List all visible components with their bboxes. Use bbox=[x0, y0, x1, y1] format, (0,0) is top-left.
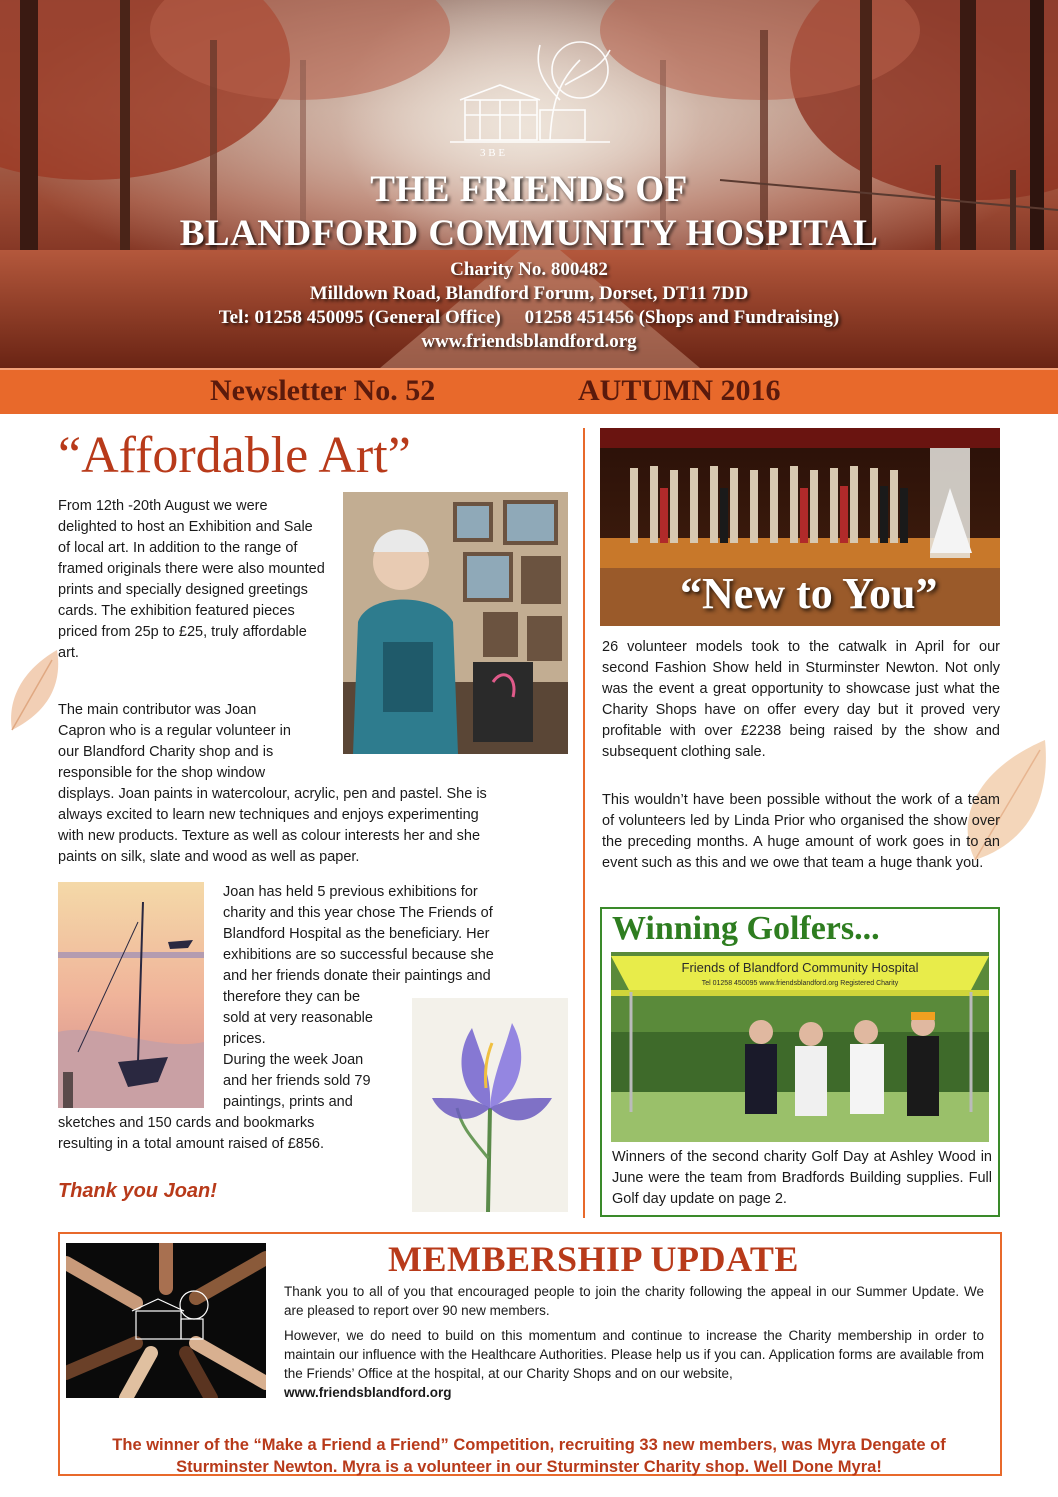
org-name-line2: BLANDFORD COMMUNITY HOSPITAL bbox=[179, 213, 879, 254]
hospital-logo bbox=[440, 30, 620, 160]
winning-golfers-title: Winning Golfers... bbox=[612, 910, 880, 947]
art-paragraph-3: Joan has held 5 previous exhibitions for charity and this year chose The Friends of Blandford Hospital as the beneficiary. Her exhibitions are so successful because she and her friends donate their paintings and therefore they can be sold at very reasonable prices. bbox=[223, 884, 494, 1047]
affordable-art-title: “Affordable Art” bbox=[58, 427, 411, 484]
newsletter-banner bbox=[0, 368, 1058, 414]
membership-paragraph-1: Thank you to all of you that encouraged people to join the charity following the appeal in our Summer Update. We are pleased to report over 90 new members. bbox=[284, 1284, 984, 1318]
svg-text:3 B E: 3 B E bbox=[480, 147, 506, 159]
telephone: Tel: 01258 450095 (General Office) 01258 451456 (Shops and Fundraising) bbox=[218, 307, 840, 328]
fashion-paragraph-2: This wouldn’t have been possible without the work of a team of volunteers led by Linda Prior who organised the show over the preceding months. A huge amount of work goes in to an event such as this and we owe that team a huge thank you. bbox=[602, 792, 1000, 871]
column-divider bbox=[583, 428, 585, 1218]
svg-text:Tel 01258 450095 www.frie: Tel 01258 450095 www.friendsblandford.org Registered Charity bbox=[701, 980, 899, 987]
svg-text:Friends of Blandford Community: Friends of Blandford Community Hospital bbox=[681, 960, 919, 975]
golfers-photo bbox=[611, 952, 989, 1142]
fashion-paragraph-1: 26 volunteer models took to the catwalk in April for our second Fashion Show held in Sturminster Newton. Not only was the event a great opportunity to showcase just what the Charity Shops have on offer every day but it proved very profitable with over £2238 being raised by the show and subsequent clothing sale. bbox=[602, 639, 1000, 760]
thank-you-joan: Thank you Joan! bbox=[58, 1180, 217, 1202]
newsletter-number: Newsletter No. 52 bbox=[210, 374, 436, 407]
membership-website-link[interactable]: www.friendsblandford.org bbox=[284, 1385, 452, 1400]
art-paragraph-1: From 12th -20th August we were delighted to host an Exhibition and Sale of local art. In addition to the range of framed originals there were also mounted prints and specially designed greetings cards. The exhibition featured pieces priced from 25p to £25, truly affordable art. bbox=[58, 498, 325, 661]
website-link[interactable]: www.friendsblandford.org bbox=[421, 331, 637, 352]
masthead bbox=[0, 0, 1058, 368]
newsletter-season: AUTUMN 2016 bbox=[578, 374, 781, 407]
art-paragraph-4a: During the week Joan and her friends sold 79 paintings, prints and bbox=[223, 1052, 371, 1110]
membership-update-title: MEMBERSHIP UPDATE bbox=[388, 1239, 799, 1279]
charity-number: Charity No. 800482 bbox=[450, 259, 608, 280]
sailboat-painting bbox=[58, 882, 204, 1108]
org-name-line1: THE FRIENDS OF bbox=[370, 169, 688, 210]
hands-circle-image bbox=[66, 1243, 266, 1398]
competition-winner-text: The winner of the “Make a Friend a Friend” Competition, recruiting 33 new members, was Myra Dengate of Sturminster Newton. Myra is a volunteer in our Sturminster Charity shop. Well Done Myra! bbox=[112, 1436, 946, 1476]
golf-caption: Winners of the second charity Golf Day at Ashley Wood in June were the team from Bradfords Building supplies. Full Golf day update on page 2. bbox=[612, 1149, 992, 1207]
address: Milldown Road, Blandford Forum, Dorset, DT11 7DD bbox=[309, 283, 749, 304]
membership-paragraph-2: However, we do need to build on this momentum and continue to increase the Charity membership in order to maintain our influence with the Healthcare Authorities. Please help us if you can. Application forms are available from the Friends’ Office at the hospital, at our Charity Shops and on our website, www.friendsblandford.org bbox=[284, 1328, 984, 1400]
art-paragraph-2: The main contributor was Joan Capron who is a regular volunteer in our Blandford Charity shop and is responsible for the shop window displays. Joan paints in watercolour, acrylic, pen and pastel. She is always excited to learn new techniques and enjoys experimenting with new products. Texture as well as colour interests her and she paints on silk, slate and wood as well as paper. bbox=[58, 702, 487, 865]
new-to-you-title: “New to You” bbox=[680, 569, 938, 618]
iris-painting bbox=[412, 998, 568, 1212]
art-paragraph-4b: sketches and 150 cards and bookmarks resulting in a total amount raised of £856. bbox=[58, 1115, 324, 1152]
